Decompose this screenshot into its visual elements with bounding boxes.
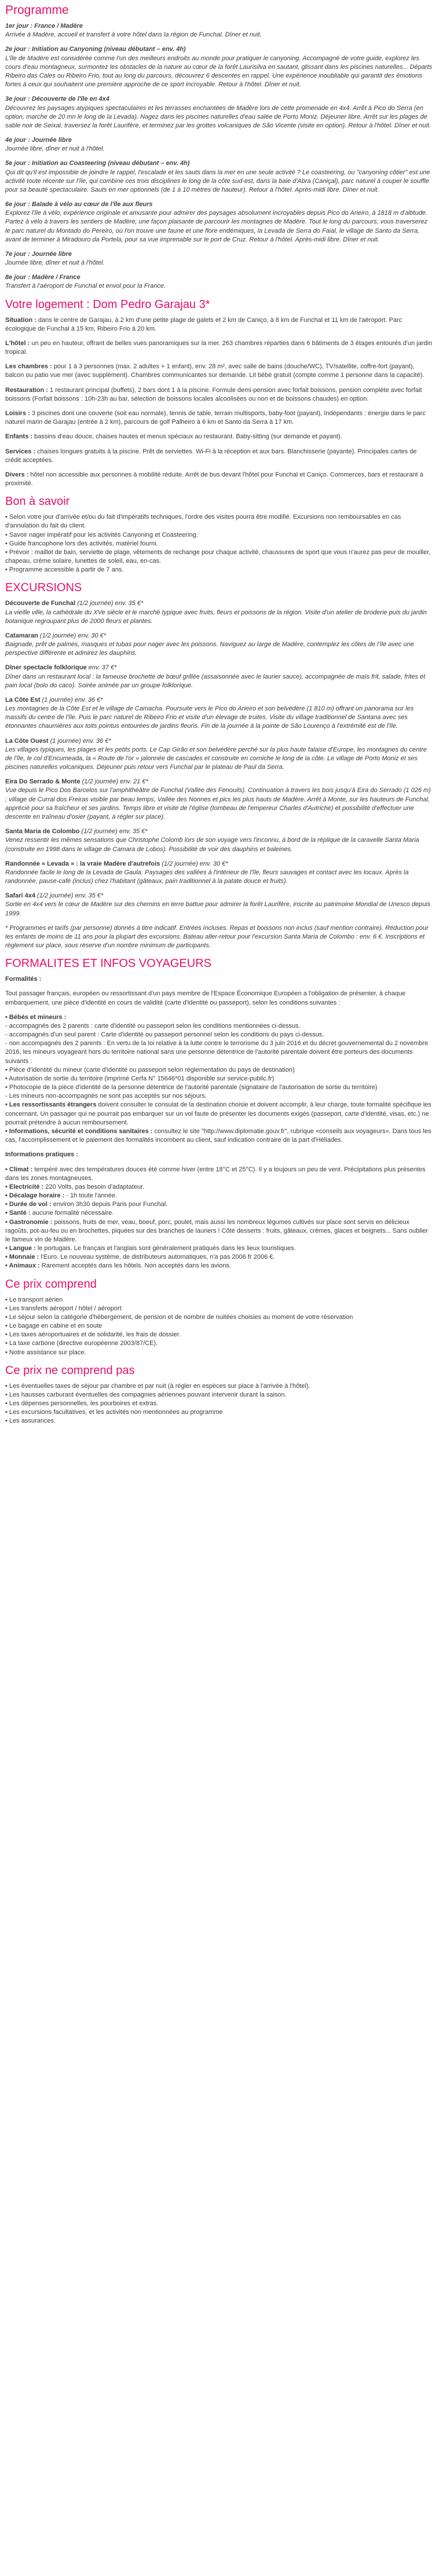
excursion-title: Dîner spectacle folklorique: [5, 664, 87, 672]
formalites-lines: [5, 1022, 434, 1101]
excursion-item: [5, 737, 434, 772]
hotel-section: [5, 362, 434, 380]
excursion-title: Catamaran: [5, 632, 38, 639]
formalites-line: - non accompagnés des 2 parents : En vertu de la loi relative à la lutte contre le terrorisme du 3 juin 2016 et du décret gouvernemental du 2 novembre 2016, les mineurs voyageant hors du territoire national sans une personne détentrice de l'autorité parentale doivent être porteurs des documents suivants :: [5, 1040, 429, 1065]
health-label: • Informations, sécurité et conditions sanitaires :: [5, 1127, 153, 1135]
excursion-item: [5, 860, 434, 886]
good-to-know-item: • Programme accessible à partir de 7 ans.: [5, 566, 434, 574]
practical-item: [5, 1218, 434, 1245]
practical-item: [5, 1192, 434, 1200]
excursion-text: Venez ressentir les mêmes sensations que Christophe Colomb lors de son voyage vers l'inconnu, à bord de la réplique de la caravelle Santa Maria (construite en 1998 dans le village de Camara de Lobos). Possibilité de voir des dauphins et baleines.: [5, 837, 419, 853]
hotel-section-text: 1 restaurant principal (buffets), 2 bars dont 1 à la piscine. Formule demi-pension avec forfait boissons, pension complète avec forfait boissons (Forfait boissons : 10h-23h au bar, sélection de boissons locales alcoolisées ou non et de boissons chaudes) en option.: [5, 386, 422, 402]
day-title: 5e jour : Initiation au Coasteering (niveau débutant – env. 4h): [5, 160, 190, 167]
formalites-line: • Pièce d'identité du mineur (carte d'identité ou passeport selon réglementation du pays de destination): [5, 1066, 295, 1073]
excursion-text: Randonnée facile le long de la Levada de Gaula. Paysages des vallées à l'intérieur de l'île, fleurs sauvages et contact avec les locaux. Après la randonnée, pause-café (inclus) chez l'habitant (gâteaux, pain traditionnel à la patate douce et fruits).: [5, 869, 409, 885]
excursion-meta: (1/2 journée) env. 30 €*: [38, 632, 107, 639]
hotel-section-label: Loisirs :: [5, 409, 30, 417]
hotel-section: [5, 471, 434, 488]
formalites-line: • Autorisation de sortie du territoire (imprimé Cerfa N° 15646*01 disponible sur service-public.fr): [5, 1075, 275, 1082]
excursion-meta: (1/2 journée) env. 35 €*: [75, 600, 144, 607]
hotel-section: [5, 409, 434, 427]
price-includes-item: • Le séjour selon la catégorie d'hébergement, de pension et de nombre de nuitées choisies au moment de votre réservation: [5, 1313, 434, 1322]
practical-text: - 1h toute l'année.: [64, 1192, 118, 1200]
practical-text: Rarement acceptés dans les hôtels. Non acceptés dans les avions.: [39, 1262, 231, 1270]
excursion-item: [5, 664, 434, 690]
hotel-heading: Votre logement : Dom Pedro Garajau 3*: [5, 298, 210, 311]
price-includes-item: • Les transferts aéroport / hôtel / aéroport: [5, 1305, 434, 1313]
excursion-text: Sortie en 4x4 vers le cœur de Madère sur des chemins en terre battue pour admirer la forêt Laurifère, inscrite au patrimoine Mondial de Unesco depuis 1999.: [5, 901, 431, 917]
excursion-text: Vue depuis le Pico Dos Barcelos sur l'amphithéâtre de Funchal (Vallée des Fenouils). Continuation à travers les bois jusqu'à Eira do Serrado (1 026 m) ; village de Curral dos Freiras visible par beau temps, Vallée des Nonnes et pics les plus hauts de Madère. Arrêt à Monte, sur les hauteurs de Funchal, apprécié pour sa fraîcheur et ses jardins. Temps libre et visite de l'église (tombeau de l'empereur Charles d'Autriche) et possibilité d'effectuer une descente en traîneau d'osier (payant, à régler sur place).: [5, 787, 431, 820]
price-includes-item: • Le transport aérien: [5, 1296, 434, 1305]
day-title: 8e jour : Madère / France: [5, 274, 81, 281]
excursion-text: La vieille ville, la cathédrale du XVe siècle et le marché typique avec fruits, fleurs et poissons de la région. Visite d'un atelier de broderie puis du jardin botanique regroupant plus de 2000 fleurs et plantes.: [5, 609, 427, 625]
excursion-header: [5, 599, 434, 608]
excursion-title: Randonnée « Levada » : la vraie Madère d'autrefois: [5, 860, 160, 867]
day-text: Explorez l'île à vélo, expérience originale et amusante pour admirer des paysages absolument incroyables depuis Pico do Arieiro, à 1818 m d'altitude. Partez à vélo à travers les sentiers de Madère, une façon plaisante de parcourir les montagnes de Madère. Tout le long du parcours, vous traverserez le parc naturel du Montado do Pereiro, où l'on trouve une faune et une flore endémiques, la Levada de Serra do Faial, le village de Santo da Serra, avant de terminer à Miradouro da Portela, pour sa vue imprenable sur le port de Cruz. Retour à l'hôtel. Après-midi libre. Dîner et nuit.: [5, 210, 428, 243]
practical-text: aucune formalité nécessaire.: [30, 1210, 114, 1217]
day-text: Qui dit qu'il est impossible de joindre le rappel, l'escalade et les sauts dans la mer en une seule activité ? Le coasteering, ou "canyoning côtier" est une activité toute récente sur l'île, qui combine ces trois disciplines le long de la côte sud-est, dans la baie d'Abra (Caniçal), parc naturel à couper le souffle pour sa beauté spectaculaire. Sauts en mer optionnels (de 1 à 10 mètres de hauteur). Retour à l'hôtel. Après-midi libre. Dîner et nuit.: [5, 168, 430, 193]
good-to-know-item: • Prévoir : maillot de bain, serviette de plage, vêtements de rechange pour chaque activité, chaussures de sport que vous n'aurez pas peur de mouiller, chapeau, crème solaire, lunettes de soleil, eau, en-cas.: [5, 548, 434, 566]
price-includes-item: • La taxe carbone (directive européenne 2003/87/CE).: [5, 1339, 434, 1348]
day-text: Journée libre, dîner et nuit à l'hôtel.: [5, 145, 105, 153]
day-title: 1er jour : France / Madère: [5, 23, 83, 30]
foreign-text: doivent consulter le consulat de la destination choisie et doivent accomplir, à leur charge, toute formalité spécifique les concernant. Un passager qui ne pourrait pas embarquer sur un vol faute de présenter les documents exigés (passeport, carte d'identité, visas, etc.) ne pourrait prétendre à aucun remboursement.: [5, 1101, 431, 1126]
excursion-meta: env. 37 €*: [86, 664, 117, 672]
programme-days: [5, 22, 434, 291]
excursion-header: [5, 892, 434, 900]
hotel-section-label: Services :: [5, 448, 35, 455]
hotel-sections: [5, 316, 434, 489]
practical-list: [5, 1166, 434, 1271]
practical-text: environ 3h30 depuis Paris pour Funchal.: [51, 1201, 168, 1208]
practical-text: l'Euro. Le nouveau système, de distributeurs automatiques, n'a pas 2006 fr 2006 €.: [39, 1254, 275, 1261]
hotel-section-text: hôtel non accessible aux personnes à mobilité réduite. Arrêt de bus devant l'hôtel pour Funchal et Caniço. Commerces, bars et restaurant à proximité.: [5, 471, 423, 488]
programme-heading: Programme: [5, 3, 69, 17]
practical-label: • Monnaie :: [5, 1254, 39, 1261]
good-to-know-item: • Guide francophone lors des activités, matériel fourni.: [5, 540, 434, 548]
day-title: 6e jour : Balade à vélo au cœur de l'île aux fleurs: [5, 201, 153, 208]
good-to-know-item: • Savoir nager impératif pour les activités Canyoning et Coasteering.: [5, 531, 434, 540]
hotel-section: [5, 386, 434, 404]
excursion-meta: (1/2 journée) env. 21 €*: [80, 778, 148, 786]
adults-label: • Bébés et mineurs :: [5, 1013, 67, 1021]
day-title: 3e jour : Découverte de l'île en 4x4: [5, 96, 109, 103]
day-text: Transfert à l'aéroport de Funchal et envol pour la France.: [5, 283, 166, 290]
good-to-know-list: [5, 513, 434, 574]
excursion-item: [5, 778, 434, 822]
excursion-text: Baignade, prêt de palmes, masques et tubas pour nager avec les poissons. Naviguez au large de Madère, contemplez les côtes de l'île avec une perspective différente et admirez les dauphins.: [5, 641, 414, 657]
health-text: consultez le site "http://www.diplomatie.gouv.fr", rubrique «conseils aux voyageurs». Dans tous les cas, l'accomplissement et le paiement des formalités incombent au client, sauf indication contraire de la part d'Héliades.: [5, 1127, 431, 1144]
practical-label: • Animaux :: [5, 1262, 40, 1270]
price-excludes-heading: Ce prix ne comprend pas: [5, 1364, 135, 1377]
programme-day: [5, 250, 434, 268]
formalites-line: - Les mineurs non-accompagnés ne sont pas acceptés sur nos séjours.: [5, 1093, 207, 1100]
practical-item: [5, 1244, 434, 1253]
price-includes-heading: Ce prix comprend: [5, 1277, 97, 1291]
hotel-section-text: pour 1 à 3 personnes (max. 2 adultes + 1 enfant), env. 28 m², avec salle de bains (douche/WC), TV/satellite, coffre-fort (payant), balcon ou patio vue mer (avec supplément). Chambres communicantes sur demande. Lit bébé gratuit (compte comme 1 personne dans la capacité).: [5, 363, 425, 379]
practical-item: [5, 1253, 434, 1262]
day-text: Journée libre, dîner et nuit à l'hôtel.: [5, 259, 105, 267]
programme-day: [5, 22, 434, 39]
health-line: [5, 1127, 434, 1145]
excursion-title: La Côte Est: [5, 696, 41, 703]
practical-label: • Climat :: [5, 1166, 33, 1173]
practical-item: [5, 1262, 434, 1270]
hotel-section-text: chaises longues gratuits à la piscine. Prêt de serviettes. Wi-Fi à la réception et aux bars. Blanchisserie (payante). Principales cartes de crédit acceptées.: [5, 448, 417, 464]
day-text: Découvrez les paysages atypiques spectaculaires et les terrasses enchantées de Madère lors de cette promenade en 4x4. Arrêt à Pico do Serra (en option, marche de 20 mn le long de la Levada). Nagez dans les piscines naturelles d'eau salée de Porto Moniz. Déjeuner libre. Arrêt sur les plages de sable noir de Seixal, traversez la forêt Laurifère, et terminez par les grottes volcaniques de São Vicente (visite en option). Retour à l'hôtel. Dîner et nuit.: [5, 104, 431, 129]
excursion-meta: (1 journée) env. 36 €*: [40, 696, 103, 703]
hotel-section: [5, 339, 434, 357]
practical-label: • Langue :: [5, 1245, 36, 1252]
excursion-meta: (1 journée) env. 36 €*: [48, 737, 111, 745]
formalites-label: Formalités :: [5, 976, 42, 983]
excursion-header: [5, 696, 434, 705]
foreign-line: [5, 1101, 434, 1127]
price-excludes-list: [5, 1382, 434, 1426]
programme-day: [5, 273, 434, 291]
practical-item: [5, 1200, 434, 1209]
formalities-heading: FORMALITES ET INFOS VOYAGEURS: [5, 957, 211, 970]
foreign-label: • Les ressortissants étrangers: [5, 1101, 97, 1109]
price-excludes-item: • Les hausses carburant éventuelles des compagnies aériennes pouvant intervenir durant la saison.: [5, 1391, 434, 1399]
price-includes-item: • Le bagage en cabine et en soute: [5, 1322, 434, 1331]
formalites-intro: Tout passager français, européen ou ressortissant d'un pays membre de l'Espace Économique Européen a l'obligation de présenter, à chaque embarquement, une pièce d'identité en cours de validité (carte d'identité ou passeport), selon les conditions suivantes :: [5, 990, 406, 1006]
price-excludes-item: • Les excursions facultatives, et les activités non mentionnées au programme: [5, 1408, 434, 1417]
excursion-title: Santa Maria de Colombo: [5, 828, 80, 836]
price-includes-list: [5, 1296, 434, 1357]
day-title: 4e jour : Journée libre: [5, 137, 72, 144]
hotel-section-label: Divers :: [5, 471, 29, 478]
excursion-header: [5, 632, 434, 640]
excursion-text: Dîner dans un restaurant local : la fameuse brochette de bœuf grillée (assaisonnée avec le laurier sauce), accompagnée de maïs frit, salade, frites et pain local (bolo do caco). Soirée animée par un groupe folklorique.: [5, 673, 426, 689]
practical-label: • Gastronomie :: [5, 1218, 53, 1226]
price-excludes-item: • Les assurances.: [5, 1417, 434, 1426]
practical-text: tempéré avec des températures douces été comme hiver (entre 18°C et 25°C). Il y a toujours un peu de vent. Précipitations plus présentes dans les zones montagneuses.: [5, 1166, 426, 1182]
excursion-title: La Côte Ouest: [5, 737, 49, 745]
practical-item: [5, 1209, 434, 1218]
practical-label: • Durée de vol :: [5, 1201, 52, 1208]
excursion-text: Les villages typiques, les plages et les petits ports. Le Cap Girão et son belvédère perché sur la plus haute falaise d'Europe, les montagnes du centre de l'île, le col d'Encumeada, la « Route de l'or » jalonnée de cascades et construite en corniche le long de la côte. Le village de Porto Moniz et ses piscines naturelles volcaniques. Déjeuner puis retour vers Funchal par le plateau de Paul da Serra.: [5, 746, 427, 771]
formalites-line: - accompagnés des 2 parents : carte d'identité ou passeport selon les conditions mentionnées ci-dessus.: [5, 1022, 301, 1029]
excursions-list: [5, 599, 434, 918]
practical-text: poissons, fruits de mer, veau, boeuf, porc, poulet, mais aussi les nombreux légumes cultivés sur place sont servis en délicieux ragoûts, pot-au-feu ou en brochettes, piquées sur des branches de lauriers ! Côté desserts : fruits, gâteaux, crèmes, glaces et beignets... Sans oublier le fameux vin de Madère.: [5, 1218, 429, 1243]
programme-day: [5, 159, 434, 195]
practical-item: [5, 1183, 434, 1192]
excursion-item: [5, 892, 434, 918]
programme-day: [5, 95, 434, 130]
excursion-item: [5, 632, 434, 658]
excursion-header: [5, 664, 434, 672]
excursion-header: [5, 737, 434, 746]
price-includes-item: • Notre assistance sur place.: [5, 1349, 434, 1357]
excursion-header: [5, 827, 434, 836]
programme-day: [5, 136, 434, 153]
practical-label: • Electricité :: [5, 1183, 44, 1190]
excursion-text: Les montagnes de la Côte Est et le village de Camacha. Poursuite vers le Pico do Arieiro et son belvédère (1 810 m) offrant un panorama sur les massifs du centre de l'île. Puis le parc naturel de Ribeiro Frio et visite d'un élevage de truites. Visite du village traditionnel de Santana avec ses étonnantes chaumières aux toits pointus entourées de jardins fleuris. Fin de la journée à la pointe de São Lourenço à l'extrémité est de l'île.: [5, 705, 414, 730]
formalites-line: - accompagnés d'un seul parent : Carte d'identité ou passeport personnel selon les conditions du pays ci-dessus.: [5, 1031, 324, 1039]
excursion-title: Eira Do Serrado & Monte: [5, 778, 81, 786]
excursion-item: [5, 696, 434, 731]
excursions-footnote: * Programmes et tarifs (par personne) donnés à titre indicatif. Entrées incluses. Repas et boissons non inclus (sauf mention contraire). Réduction pour les enfants de moins de 11 ans pour la plupart des excursions. Bateau aller-retour pour l'excursion Santa Maria de Colombo : env. 6 €. Inscriptions et règlement sur place, sous réserve d'un nombre minimum de participants.: [5, 924, 429, 950]
excursion-meta: (1/2 journée) env. 35 €*: [79, 828, 148, 836]
excursion-item: [5, 599, 434, 626]
hotel-section-label: Enfants :: [5, 433, 33, 441]
excursion-item: [5, 827, 434, 854]
practical-label: • Santé :: [5, 1210, 31, 1217]
excursion-meta: (1/2 journée) env. 35 €*: [35, 892, 104, 900]
day-text: Arrivée à Madère, accueil et transfert à votre hôtel dans la région de Funchal. Dîner et nuit.: [5, 31, 262, 39]
excursion-header: [5, 860, 434, 869]
practical-item: [5, 1166, 434, 1183]
programme-day: [5, 200, 434, 244]
day-title: 7e jour : Journée libre: [5, 250, 72, 258]
day-text: L'île de Madère est considérée comme l'un des meilleurs endroits au monde pour pratiquer le canyoning. Accompagné de votre guide, explorez les cours d'eau montagneux, surmontez les obstacles de la nature au cœur de la forêt Laurisilva en sautant, glissant dans les piscines naturelles... Départs Ribeiro das Cales ou Ribeiro Frio, tout au long du parcours, découvrez 6 descentes en rappel. Une expérience inoubliable qui garantit des émotions fortes à ceux qui souhaitent une première approche de ce sport incroyable. Retour à l'hôtel. Dîner et nuit.: [5, 54, 433, 89]
practical-text: 220 Volts, pas besoin d'adaptateur.: [43, 1183, 145, 1190]
hotel-section-label: Les chambres :: [5, 363, 52, 371]
hotel-section-text: dans le centre de Garajau, à 2 km d'une petite plage de galets et 2 km de Caniço, à 8 km de Funchal et 11 km de l'aéroport. Parc écologique de Funchal à 15 km, Ribeiro Frio à 20 km.: [5, 316, 403, 332]
formalites-block: [5, 1013, 434, 1145]
practical-label: • Décalage horaire :: [5, 1192, 65, 1200]
programme-day: [5, 45, 434, 89]
formalites-line: • Photocopie de la pièce d'identité de la personne détentrice de l'autorité parentale (signataire de l'autorisation de sortie du territoire): [5, 1084, 378, 1091]
practical-text: le portugais. Le français et l'anglais sont généralement pratiqués dans les lieux touristiques.: [35, 1245, 296, 1252]
price-includes-item: • Les taxes aéroportuaires et de solidarité, les frais de dossier.: [5, 1331, 434, 1339]
price-excludes-item: • Les dépenses personnelles, les pourboires et extras.: [5, 1399, 434, 1408]
good-to-know-heading: Bon à savoir: [5, 495, 70, 508]
price-excludes-item: • Les éventuelles taxes de séjour par chambre et par nuit (à régler en espèces sur place à l'arrivée à l'hôtel).: [5, 1382, 434, 1391]
hotel-section-label: Restauration :: [5, 386, 48, 394]
excursion-header: [5, 778, 434, 786]
excursion-meta: (1/2 journée) env. 30 €*: [160, 860, 228, 867]
excursion-title: Safari 4x4: [5, 892, 35, 900]
hotel-section-label: L'hôtel :: [5, 339, 30, 347]
excursion-title: Découverte de Funchal: [5, 600, 76, 607]
hotel-section: [5, 316, 434, 334]
excursions-heading: EXCURSIONS: [5, 581, 82, 595]
practical-label: Informations pratiques :: [5, 1151, 78, 1159]
hotel-section-text: un peu en hauteur, offrant de belles vues panoramiques sur la mer. 263 chambres réparties dans 6 bâtiments de 3 étages entourés d'un jardin tropical.: [5, 339, 433, 356]
day-title: 2e jour : Initiation au Canyoning (niveau débutant – env. 4h): [5, 46, 186, 53]
good-to-know-item: • Selon votre jour d'arrivée et/ou du fait d'impératifs techniques, l'ordre des visites pourra être modifié. Excursions non remboursables en cas d'annulation du fait du client.: [5, 513, 434, 530]
hotel-section-text: 3 piscines dont une couverte (soit eau normale), tennis de table, terrain multisports, baby-foot (payant), Indépendants : énergie dans le parc naturel marin de Garajau (entrée à 2 km), parcours de golf Palheiro à 6 km et Santo da Serra à 17 km.: [5, 409, 426, 426]
hotel-section-text: bassins d'eau douce, chaises hautes et menus spéciaux au restaurant. Baby-sitting (sur demande et payant).: [32, 433, 342, 441]
hotel-section-label: Situation :: [5, 316, 36, 324]
hotel-section: [5, 433, 434, 441]
hotel-section: [5, 448, 434, 465]
